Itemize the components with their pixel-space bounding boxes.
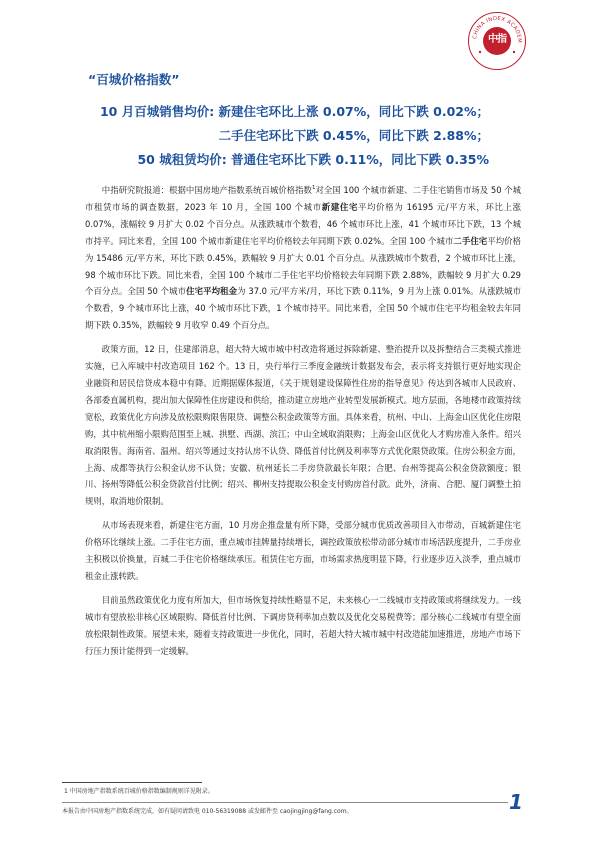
term-new-housing: 新建住宅 — [321, 201, 359, 212]
term-average-rent: 住宅平均租金 — [186, 286, 238, 297]
headline-sales-second-hand: 二手住宅环比下跌 0.45%，同比下跌 2.88%； — [218, 128, 489, 143]
paragraph-summary: 中指研究院报道：根据中国房地产指数系统百城价格指数$^1$对全国 100 个城市新建、二手住宅销售市场及 50 个城市租赁市场的调查数据，2023 年 10 月，全国 100 个城市新建住宅平均价格为 16195 元/平方米，环比上涨 0.07%，涨幅较 9 月扩大 0.02 个百分点。从涨跌城市个数看，46 个城市环比上涨，41 个城市环比下跌，13 个城市持平。同比来看，全国 100 个城市新建住宅平均价格较去年同期下跌 0.02%。全国 100 个城市二手住宅平均价格为 15486 元/平方米，环比下跌 0.45%，跌幅较 9 月扩大 0.01 个百分点。从涨跌城市个数看，2 个城市环比上涨，98 个城市环比下跌。同比来看，全国 100 个城市二手住宅平均价格较去年同期下跌 2.88%，跌幅较 9 月扩大 0.29 个百分点。全国 50 个城市住宅平均租金为 37.0 元/平方米/月，环比下跌 0.11%，9 月为上涨 0.01%。从涨跌城市个数看，9 个城市环比上涨，40 个城市环比下跌，1 个城市持平。同比来看，全国 50 个城市住宅平均租金较去年同期下跌 0.35%，跌幅较 9 月收窄 0.49 个百分点。 — [85, 185, 522, 331]
term-second-hand-housing: 二手住宅 — [453, 235, 488, 246]
paragraph-market: 从市场表现来看，新建住宅方面，10 月房企推盘量有所下降，受部分城市优质改善项目入市带动，百城新建住宅价格环比继续上涨。二手住宅方面，重点城市挂牌量持续增长，调控政策放松带动部分城市市场活跃度提升，二手房业主积极以价换量，百城二手住宅价格继续承压。租赁住宅方面，市场需求热度明显下降，行业逐步迈入淡季，重点城市租金止涨转跌。 — [85, 520, 521, 581]
footer-divider — [62, 802, 508, 803]
logo-ring-text: CHINA INDEX ACADEM — [472, 15, 523, 44]
report-body — [85, 182, 521, 666]
footnote-ref[interactable]: 1 — [311, 185, 316, 192]
page-number: 1 — [509, 790, 523, 814]
paragraph-outlook: 目前虽然政策优化力度有所加大，但市场恢复持续性略显不足，未来核心一二线城市支持政策或将继续发力。一线城市有望放松非核心区域限购、降低首付比例、下调房贷利率加点数以及优化交易税费等；部分核心二线城市有望全面放松限制性政策。展望未来，随着支持政策进一步优化，同时，若超大特大城市城中村改造能加速推进，房地产市场下行压力预计能得到一定缓解。 — [85, 594, 521, 656]
headline-rental: 50 城租赁均价: 普通住宅环比下跌 0.11%，同比下跌 0.35% — [137, 152, 489, 167]
paragraph-policy: 政策方面，12 日，住建部消息，超大特大城市城中村改造将通过拆除新建、整治提升以及拆整结合三类模式推进实施，已入库城中村改造项目 162 个。13 日，央行举行三季度金融统计数据发布会，表示将支持银行更好地实现企业融资和居民信贷成本稳中有降。近期据媒体报道，《关于规划建设保障性住房的指导意见》传达到各城市人民政府、各部委直属机构，提出加大保障性住房建设和供给，推动建立房地产业转型发展新模式。地方层面，各地楼市政策持续宽松，政策优化方向涉及放松限购限售限贷、调整公积金政策等方面。具体来看，杭州、中山、上海金山区优化住房限购，其中杭州缩小限购范围至上城、拱墅、西湖、滨江；中山全域取消限购；上海金山区优化人才购房准入条件。绍兴取消限售。海南省、温州、绍兴等通过支持认房不认贷、降低首付比例及利率等方式优化限贷政策。住房公积金方面，上海、成都等执行公积金认房不认贷；安徽、杭州延长二手房贷款最长年限；合肥、台州等提高公积金贷款额度；银川、扬州等降低公积金贷款首付比例；绍兴、柳州支持提取公积金支付购房首付款。此外，济南、合肥、厦门调整土拍规则，取消地价限制。 — [85, 344, 521, 507]
logo-mark-text: 中指 — [488, 34, 506, 45]
footnote: 1 中国房地产指数系统百城价格指数编制规则详见附录。 — [64, 788, 214, 795]
headline-sales-new: 10 月百城销售均价: 新建住宅环比上涨 0.07%，同比下跌 0.02%； — [99, 104, 489, 119]
company-logo — [468, 12, 526, 70]
footnote-divider — [62, 782, 202, 783]
section-label: “百城价格指数” — [88, 72, 180, 87]
page-footer: 本报告由中国房地产指数系统完成，如有疑问请致电 010-56319088 或发邮件至 caojingjing@fang.com。 — [62, 808, 353, 815]
